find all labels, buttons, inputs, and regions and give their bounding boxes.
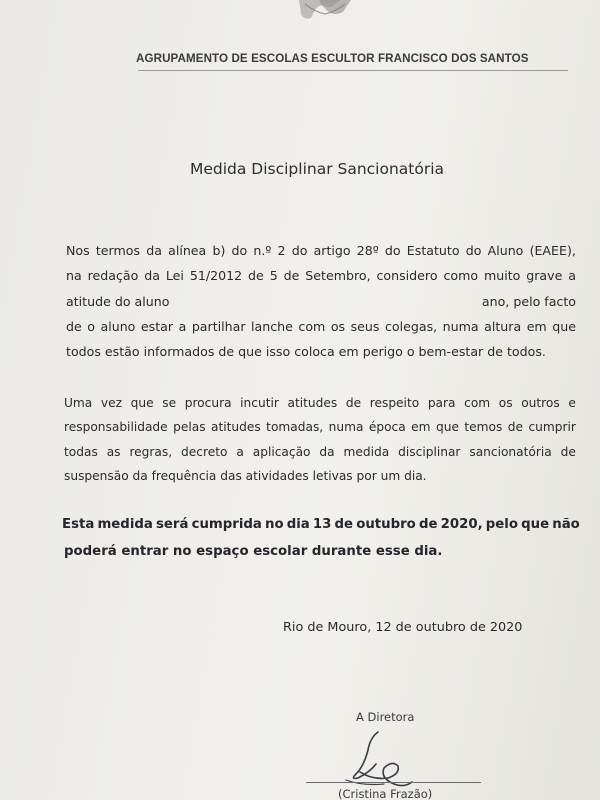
word: estar [140,318,174,334]
paragraph-line-text: todos estão informados de que isso coloca em perigo o bem-estar de todos. [66,344,546,360]
word: que [552,318,576,334]
word: medida [97,517,153,532]
word: n.º [253,243,272,258]
word: da [319,444,335,459]
paragraph-line [66,289,576,314]
word: os [330,318,346,334]
word: decreto [181,444,228,459]
word: em [526,318,547,334]
word: de [66,318,82,334]
word: 28º [356,243,379,258]
word: a [568,268,576,284]
document-title: Medida Disciplinar Sancionatória [189,160,445,178]
word: todas [64,444,98,459]
word: incutir [240,396,279,410]
word: seus [350,318,380,334]
word: numa [442,318,479,334]
word: procura [184,396,232,410]
paragraph-line [66,339,576,364]
word: Estatuto [406,243,460,258]
word: a [178,318,187,334]
paragraph-decision [64,391,576,489]
word: de [507,420,524,435]
paragraph-line-text: suspensão da frequência das atividades letivas por um dia. [64,469,427,484]
word: tomadas, [266,420,324,435]
word: vez [100,396,122,410]
word: medida [343,444,390,459]
word: que [435,420,459,435]
word: Esta [62,517,95,532]
word: não [552,517,580,532]
word: grave [526,268,563,284]
word: outros [521,396,560,410]
word: outubro [356,517,416,532]
word: Nos [66,243,90,258]
word: se [162,396,177,410]
word: do [465,243,482,258]
word: que [521,517,550,532]
school-crest-logo [295,0,355,22]
word: Setembro, [305,268,371,284]
word: do [291,243,308,258]
word: no [265,517,284,532]
word: para [427,396,456,410]
paragraph-line [66,238,576,263]
word: os [498,396,513,410]
word: (EAEE), [529,243,576,258]
word: disciplinar [398,444,461,459]
word: as [106,444,121,459]
paragraph-suspension-date [62,512,580,565]
signatory-name: (Cristina Frazão) [338,787,433,800]
word: 51/2012 [189,268,243,284]
word: de [334,517,354,532]
word: 13 [312,517,332,532]
word: a [236,444,244,459]
word: 2020, [440,517,483,532]
word: altura [484,318,522,334]
word: alínea [168,243,207,258]
word: com [464,396,491,410]
place-and-date: Rio de Mouro, 12 de outubro de 2020 [283,620,523,635]
word: pelas [173,420,206,435]
word: de [560,444,576,459]
paragraph-line [62,512,580,539]
word: de [418,517,438,532]
paragraph-line [62,539,580,566]
paragraph-line [66,263,576,288]
school-header: AGRUPAMENTO DE ESCOLAS ESCULTOR FRANCISCO DOS SANTOS [136,52,529,65]
word: com [298,318,326,334]
word: termos [95,243,141,258]
word: o [87,318,95,334]
word: pelo [485,517,518,532]
word: que [130,396,154,410]
word: cumprida [191,517,262,532]
word: redação [87,268,139,284]
redacted-student-name [187,289,465,314]
word: e [568,396,576,410]
word: de [345,396,362,410]
word: sancionatória [469,444,552,459]
word: Aluno [487,243,524,258]
word: como [443,268,479,284]
header-divider [138,70,568,71]
paragraph-line-text: poderá entrar no espaço escolar durante esse dia. [64,543,443,559]
word: será [156,517,189,532]
word: colegas, [385,318,438,334]
word: na [66,268,82,284]
word: responsabilidade [64,420,168,435]
word: aluno [100,318,136,334]
word: da [146,243,162,258]
line-end-text: ano, pelo facto [481,293,576,309]
signature-line [306,782,481,783]
paragraph-legal-basis [66,238,576,364]
word: cumprir [528,420,576,435]
word: muito [483,268,521,284]
paragraph-line [64,440,576,464]
word: época [368,420,406,435]
word: atitudes [211,420,261,435]
word: lanche [251,318,293,334]
word: temos [464,420,503,435]
word: aplicação [252,444,311,459]
word: Lei [165,268,184,284]
line-start-text: atitude do aluno [66,293,170,309]
word: de [248,268,264,284]
paragraph-line [64,464,576,488]
word: do [231,243,248,258]
word: b) [212,243,226,258]
word: 2 [277,243,286,258]
word: regras, [129,444,173,459]
word: atitudes [287,396,338,410]
word: 5 [269,268,278,284]
word: respeito [369,396,420,410]
word: do [384,243,401,258]
word: dia [286,517,310,532]
word: considero [376,268,438,284]
word: da [144,268,160,284]
word: em [411,420,431,435]
paragraph-line [66,314,576,339]
word: numa [328,420,364,435]
word: partilhar [191,318,246,334]
word: Uma [64,396,93,410]
word: artigo [313,243,351,258]
paragraph-line [64,391,576,415]
paragraph-line [64,415,576,439]
signatory-role: A Diretora [356,710,415,724]
word: de [283,268,300,284]
